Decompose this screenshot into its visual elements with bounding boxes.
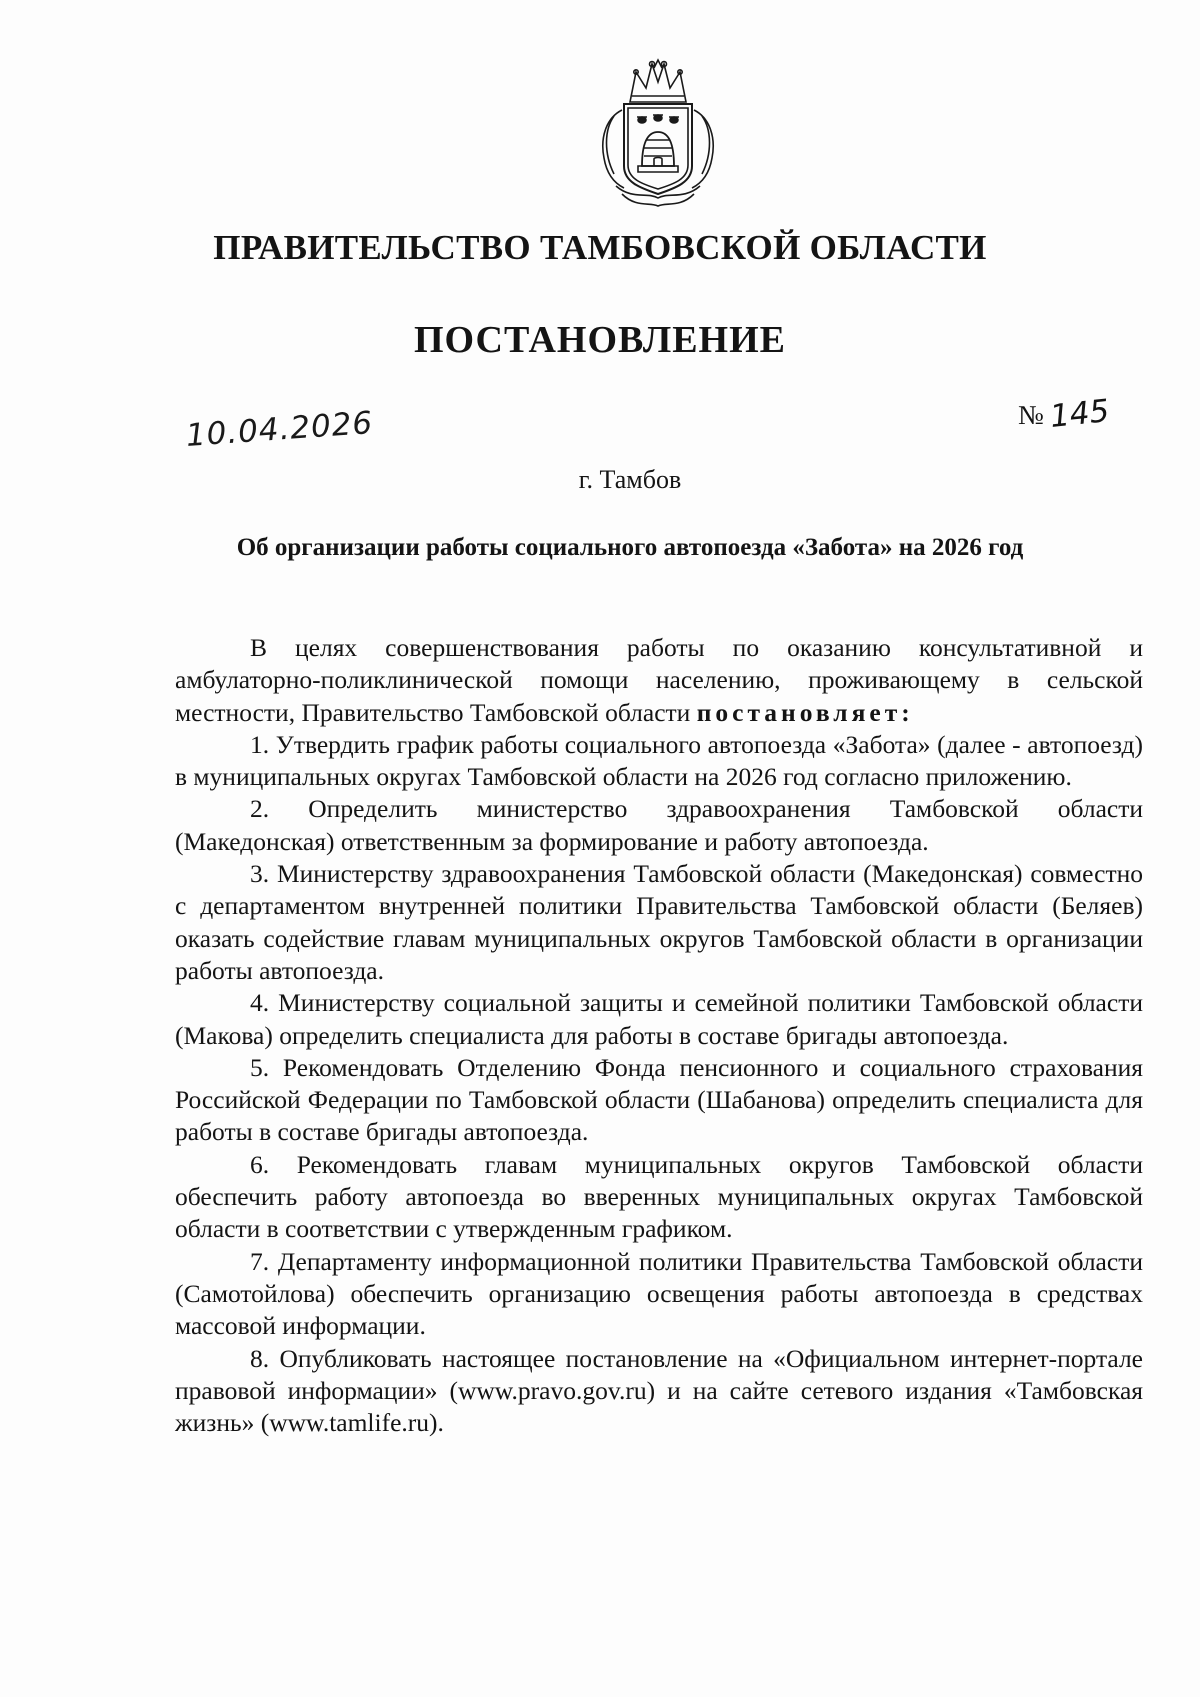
item-6: 6. Рекомендовать главам муниципальных округов Тамбовской области обеспечить работу автопоезда во вверенных муниципальных округах Тамбовской области в соответствии с утвержденным графиком. [175, 1149, 1143, 1244]
document-body [175, 632, 1143, 1439]
item-5: 5. Рекомендовать Отделению Фонда пенсионного и социального страхования Российской Федерации по Тамбовской области (Шабанова) определить специалиста для работы в составе бригады автопоезда. [175, 1052, 1143, 1147]
document-date: 10.04.2026 [184, 404, 375, 454]
intro-paragraph [175, 632, 1143, 729]
coat-of-arms-icon [592, 58, 724, 210]
decree-colon: : [901, 697, 914, 727]
document-number-block [1018, 393, 1111, 435]
item-4: 4. Министерству социальной защиты и семейной политики Тамбовской области (Макова) определить специалиста для работы в составе бригады автопоезда. [175, 988, 1143, 1050]
issuing-city: г. Тамбов [578, 465, 682, 494]
government-title: ПРАВИТЕЛЬСТВО ТАМБОВСКОЙ ОБЛАСТИ [213, 228, 987, 267]
intro-text: В целях совершенствования работы по оказанию консультативной и амбулаторно-поликлинической помощи населению, проживающему в сельской местности, Правительство Тамбовской области [175, 633, 1143, 727]
document-type-title: ПОСТАНОВЛЕНИЕ [413, 319, 787, 361]
item-3: 3. Министерству здравоохранения Тамбовской области (Македонская) совместно с департаментом внутренней политики Правительства Тамбовской области (Беляев) оказать содействие главам муниципальных округов Тамбовской области в организации работы автопоезда. [175, 859, 1143, 985]
item-8: 8. Опубликовать настоящее постановление на «Официальном интернет-портале правовой информации» (www.pravo.gov.ru) и на сайте сетевого издания «Тамбовская жизнь» (www.tamlife.ru). [175, 1343, 1143, 1438]
item-2: 2. Определить министерство здравоохранения Тамбовской области (Македонская) ответственным за формирование и работу автопоезда. [175, 794, 1143, 856]
item-7: 7. Департаменту информационной политики Правительства Тамбовской области (Самотойлова) обеспечить организацию освещения работы автопоезда в средствах массовой информации. [175, 1246, 1143, 1341]
decree-word: постановляет [696, 697, 902, 727]
number-label: № [1018, 400, 1044, 430]
document-number: 145 [1048, 393, 1111, 435]
item-1: 1. Утвердить график работы социального автопоезда «Забота» (далее - автопоезд) в муниципальных округах Тамбовской области на 2026 год согласно приложению. [175, 729, 1143, 792]
document-subject: Об организации работы социального автопоезда «Забота» на 2026 год [236, 534, 1024, 561]
